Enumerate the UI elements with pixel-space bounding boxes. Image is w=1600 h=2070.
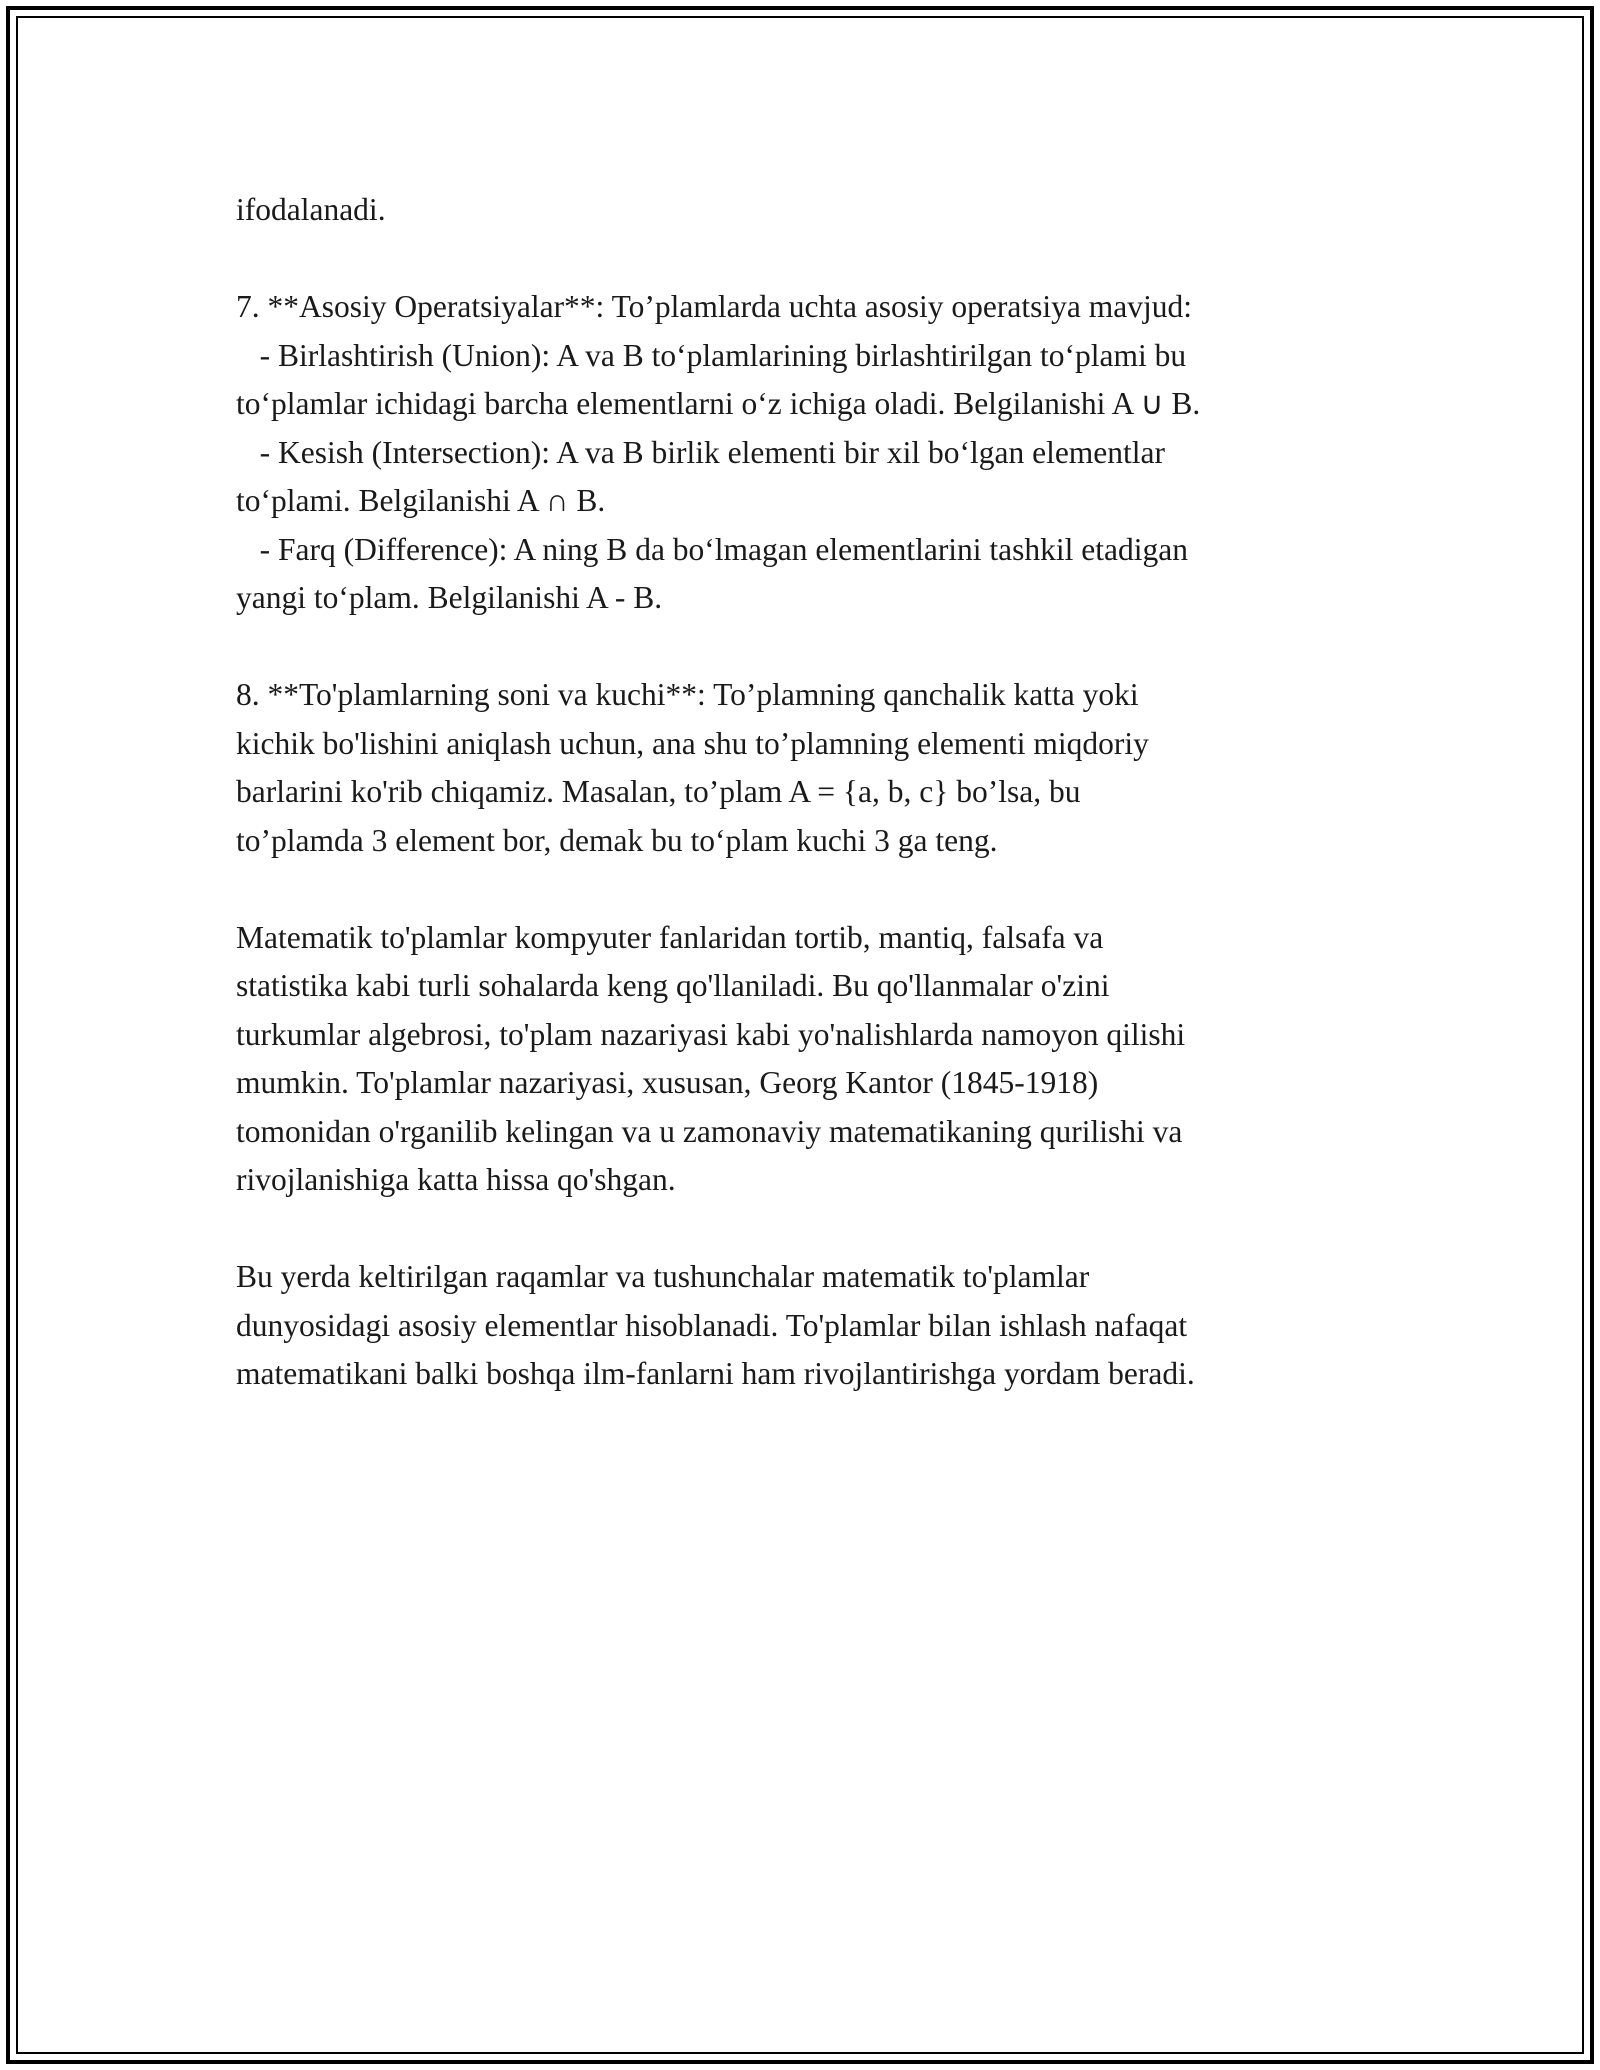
paragraph-line: dunyosidagi asosiy elementlar hisoblanadi. To'plamlar bilan ishlash nafaqat xyxy=(236,1307,1188,1343)
text-line: yangi to‘plam. Belgilanishi A - B. xyxy=(236,580,663,615)
blank-line xyxy=(236,1205,1386,1254)
text-line: kichik bo'lishini aniqlash uchun, ana shu to’plamning elementi miqdoriy xyxy=(236,725,1149,761)
paragraph-line: turkumlar algebrosi, to'plam nazariyasi kabi yo'nalishlarda namoyon qilishi xyxy=(236,1016,1186,1052)
blank-line xyxy=(236,865,1386,914)
text-line: - Birlashtirish (Union): A va B to‘plamlarining birlashtirilgan to‘plami bu xyxy=(236,337,1187,373)
text-line: to’plamda 3 element bor, demak bu to‘plam kuchi 3 ga teng. xyxy=(236,822,998,858)
document-body xyxy=(236,186,1386,1399)
text-line: barlarini ko'rib chiqamiz. Masalan, to’plam A = {a, b, c} bo’lsa, bu xyxy=(236,774,1081,809)
blank-line xyxy=(236,623,1386,672)
section-8-heading: 8. **To'plamlarning soni va kuchi**: To’plamning qanchalik katta yoki xyxy=(236,677,1139,712)
text-line: to‘plami. Belgilanishi A ∩ B. xyxy=(236,483,606,518)
paragraph-line: tomonidan o'rganilib kelingan va u zamonaviy matematikaning qurilishi va xyxy=(236,1113,1183,1149)
paragraph-line: Bu yerda keltirilgan raqamlar va tushunchalar matematik to'plamlar xyxy=(236,1259,1090,1294)
paragraph-line: statistika kabi turli sohalarda keng qo'llaniladi. Bu qo'llanmalar o'zini xyxy=(236,968,1110,1003)
paragraph-line: mumkin. To'plamlar nazariyasi, xususan, Georg Kantor (1845-1918) xyxy=(236,1065,1099,1100)
blank-line xyxy=(236,235,1386,284)
paragraph-line: matematikani balki boshqa ilm-fanlarni ham rivojlantirishga yordam beradi. xyxy=(236,1356,1195,1391)
paragraph-line: Matematik to'plamlar kompyuter fanlaridan tortib, mantiq, falsafa va xyxy=(236,919,1104,955)
text-line: - Farq (Difference): A ning B da bo‘lmagan elementlarini tashkil etadigan xyxy=(236,531,1188,567)
text-line: to‘plamlar ichidagi barcha elementlarni o‘z ichiga oladi. Belgilanishi A ∪ B. xyxy=(236,386,1201,421)
text-line: - Kesish (Intersection): A va B birlik elementi bir xil bo‘lgan elementlar xyxy=(236,434,1166,470)
text-line: ifodalanadi. xyxy=(236,192,386,227)
section-7-heading: 7. **Asosiy Operatsiyalar**: To’plamlarda uchta asosiy operatsiya mavjud: xyxy=(236,289,1192,324)
paragraph-line: rivojlanishiga katta hissa qo'shgan. xyxy=(236,1162,676,1197)
